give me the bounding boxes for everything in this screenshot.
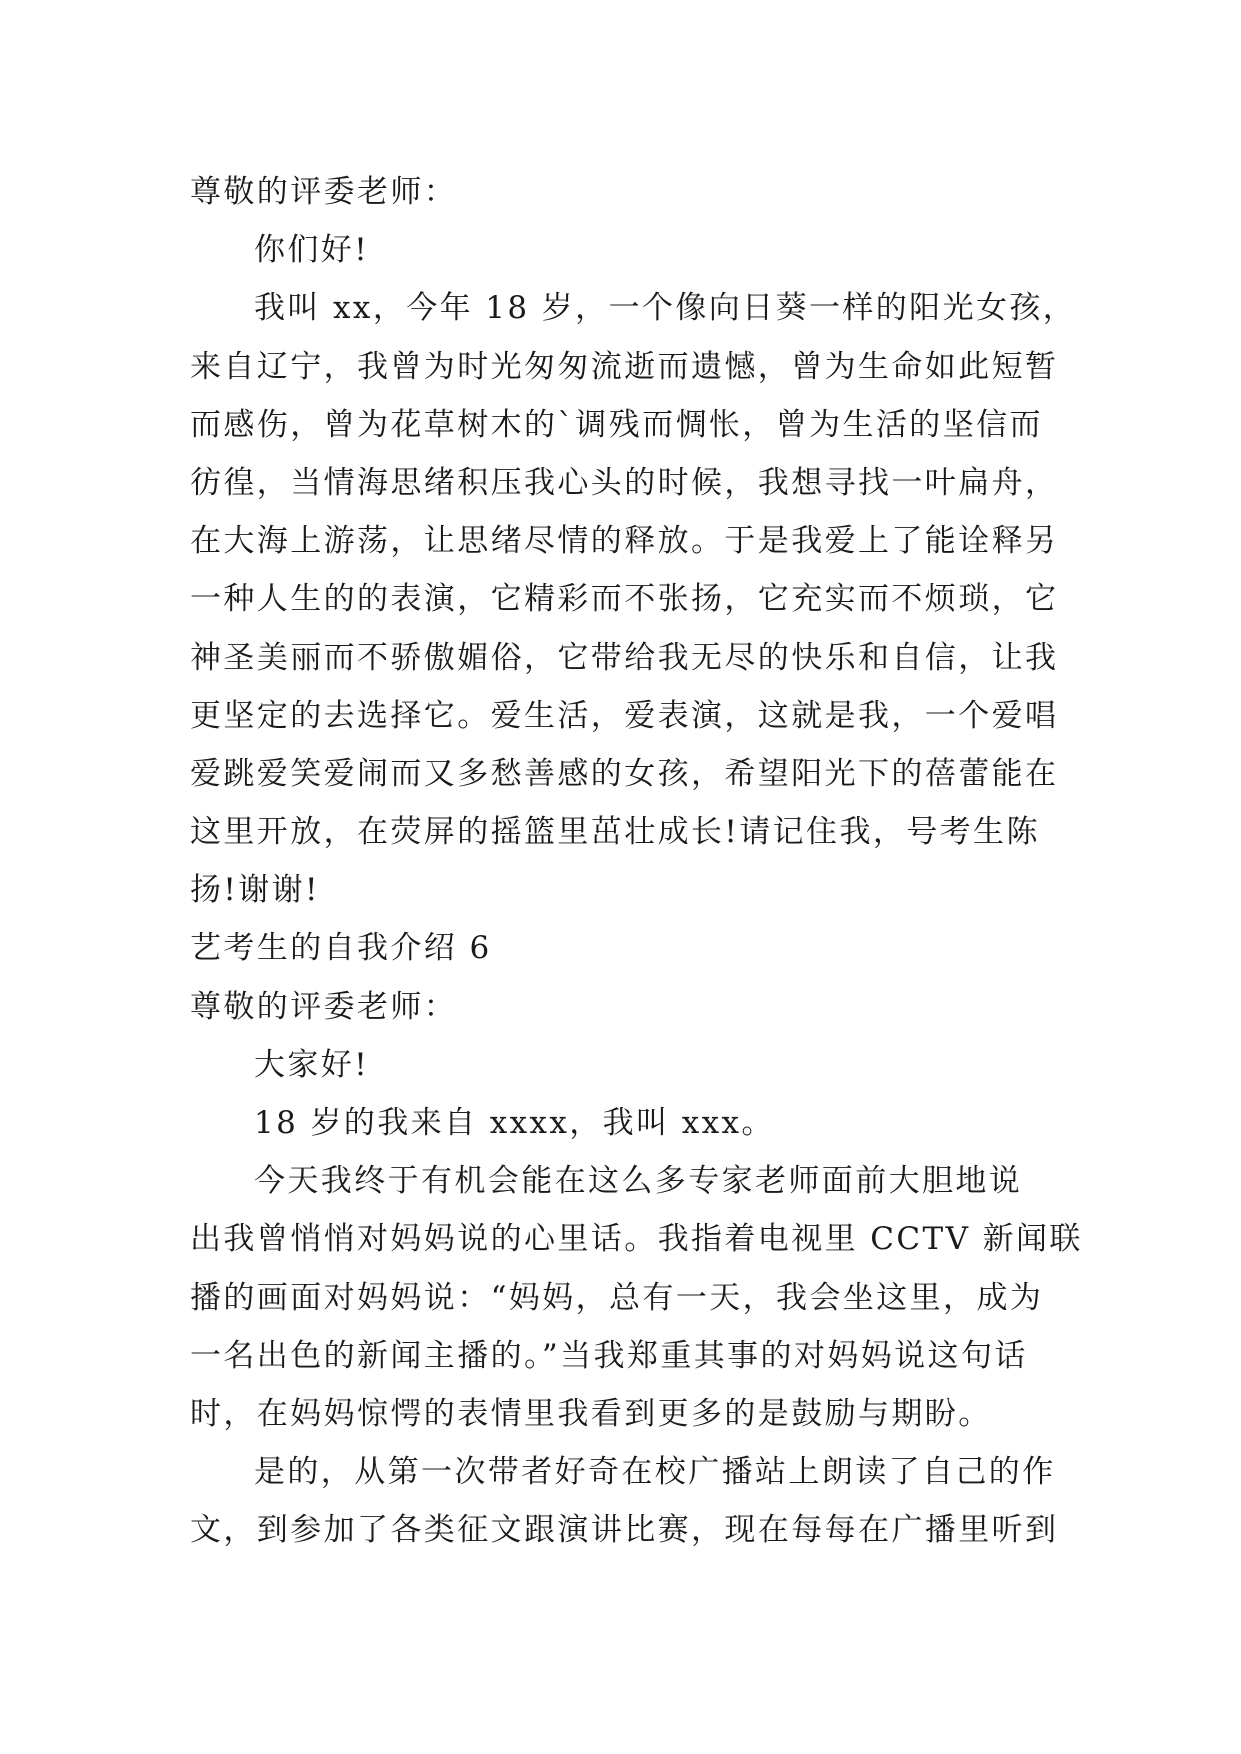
text-line: 在大海上游荡，让思绪尽情的释放。于是我爱上了能诠释另 (190, 523, 1059, 560)
paragraph-self-introduction (190, 279, 1077, 919)
text-line: 彷徨，当情海思绪积压我心头的时候，我想寻找一叶扁舟， (190, 464, 1059, 501)
text-line: 文，到参加了各类征文跟演讲比赛，现在每每在广播里听到 (190, 1512, 1059, 1549)
salutation: 尊敬的评委老师： (190, 174, 458, 210)
text-line: 这里开放，在荧屏的摇篮里茁壮成长!请记住我，号考生陈 (190, 814, 1040, 851)
greeting: 大家好! (254, 1046, 370, 1083)
text-line: 是的，从第一次带者好奇在校广播站上朗读了自己的作 (254, 1454, 1056, 1491)
text-line: 更坚定的去选择它。爱生活，爱表演，这就是我，一个爱唱 (190, 697, 1059, 734)
text-line: 一种人生的的表演，它精彩而不张扬，它充实而不烦琐，它 (190, 581, 1059, 618)
salutation: 尊敬的评委老师： (190, 988, 458, 1025)
document-page (190, 163, 1083, 1560)
text-line: 而感伤，曾为花草树木的`调残而惆怅，曾为生活的坚信而 (190, 406, 1043, 443)
text-line: 扬!谢谢! (190, 872, 320, 909)
text-line: 时，在妈妈惊愕的表情里我看到更多的是鼓励与期盼。 (190, 1395, 992, 1432)
paragraph-broadcast (190, 1443, 1058, 1559)
text-line: 神圣美丽而不骄傲媚俗，它带给我无尽的快乐和自信，让我 (190, 639, 1059, 676)
text-line: 播的画面对妈妈说：“妈妈，总有一天，我会坐这里，成为 (190, 1279, 1044, 1316)
text-line: 今天我终于有机会能在这么多专家老师面前大胆地说 (254, 1163, 1023, 1200)
greeting: 你们好! (254, 232, 370, 269)
intro-line: 18 岁的我来自 xxxx，我叫 xxx。 (254, 1105, 775, 1141)
text-line: 来自辽宁，我曾为时光匆匆流逝而遗憾，曾为生命如此短暂 (190, 348, 1059, 385)
section-title: 艺考生的自我介绍 6 (190, 930, 492, 967)
text-line: 出我曾悄悄对妈妈说的心里话。我指着电视里 CCTV 新闻联 (190, 1221, 1083, 1258)
paragraph-dream (190, 1152, 1083, 1443)
text-line: 爱跳爱笑爱闹而又多愁善感的女孩，希望阳光下的蓓蕾能在 (190, 755, 1059, 792)
text-line: 我叫 xx，今年 18 岁，一个像向日葵一样的阳光女孩， (254, 290, 1077, 327)
text-line: 一名出色的新闻主播的。”当我郑重其事的对妈妈说这句话 (190, 1337, 1028, 1374)
